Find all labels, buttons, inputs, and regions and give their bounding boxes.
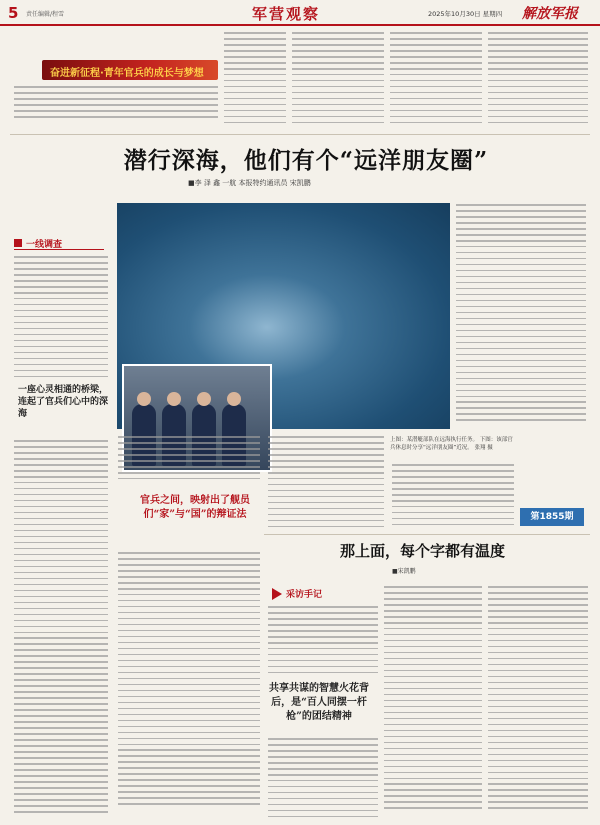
second-pull-quote: 共享共谋的智慧火花背后，是“百人同摆一杆枪”的团结精神 [269,683,369,722]
top-text-col-1 [292,32,384,130]
lead-headline: 潜行深海，他们有个“远洋朋友圈” [123,147,489,174]
series-banner-text: 奋进新征程·青年官兵的成长与梦想 [50,68,204,79]
column-arrow-icon [272,588,282,600]
lead-text-col-4 [392,464,514,534]
headline-rule [10,134,590,135]
lead-text-col-1 [14,256,108,380]
top-text-col-3 [488,32,588,130]
series-banner [42,60,218,80]
lead-text-col-2 [118,436,260,488]
lead-text-col-2b [118,552,260,820]
issue-date: 2025年10月30日 星期四 [428,10,503,18]
photo-caption: 上图：某潜艇部队在远海执行任务。 下图：该部官兵休息时分享“远洋朋友圈”近况。 张翔 摄 [390,437,513,451]
top-text-col-2 [390,32,482,130]
section-label [14,236,104,250]
second-byline: ■宋凯鹏 [392,568,416,575]
top-text-col-0 [224,32,286,130]
pull-quote-mid: 官兵之间，映射出了舰员们“家”与“国”的辩证法 [140,495,250,520]
pull-quote-mid-box [130,494,260,544]
second-text-col-0b [268,738,378,820]
lead-text-col-1b [14,440,108,820]
editor-credit: 责任编辑/程雪 [26,11,65,18]
lead-byline: ■李 泽 鑫 一航 本报特约通讯员 宋凯鹏 [188,179,311,187]
pull-quote-left: 一座心灵相通的桥梁，连起了官兵们心中的深海 [18,385,109,419]
section-divider [264,534,590,535]
second-text-col-0 [268,606,378,678]
section-marker-icon [14,239,22,247]
newspaper-logo: 解放军报 [522,6,578,22]
second-text-col-2 [488,586,588,820]
second-headline: 那上面，每个字都有温度 [340,542,506,560]
issue-number-badge: 第1855期 [520,508,584,526]
banner-side-text [14,86,218,126]
second-text-col-1 [384,586,482,820]
lead-text-col-3 [268,436,384,536]
lead-text-col-right [456,204,586,432]
page-number: 5 [8,4,19,22]
column-label [272,586,334,602]
masthead [0,0,600,26]
section-label-text: 一线调查 [26,240,63,250]
column-label-text: 采访手记 [286,590,323,600]
section-title: 军营观察 [252,5,321,23]
